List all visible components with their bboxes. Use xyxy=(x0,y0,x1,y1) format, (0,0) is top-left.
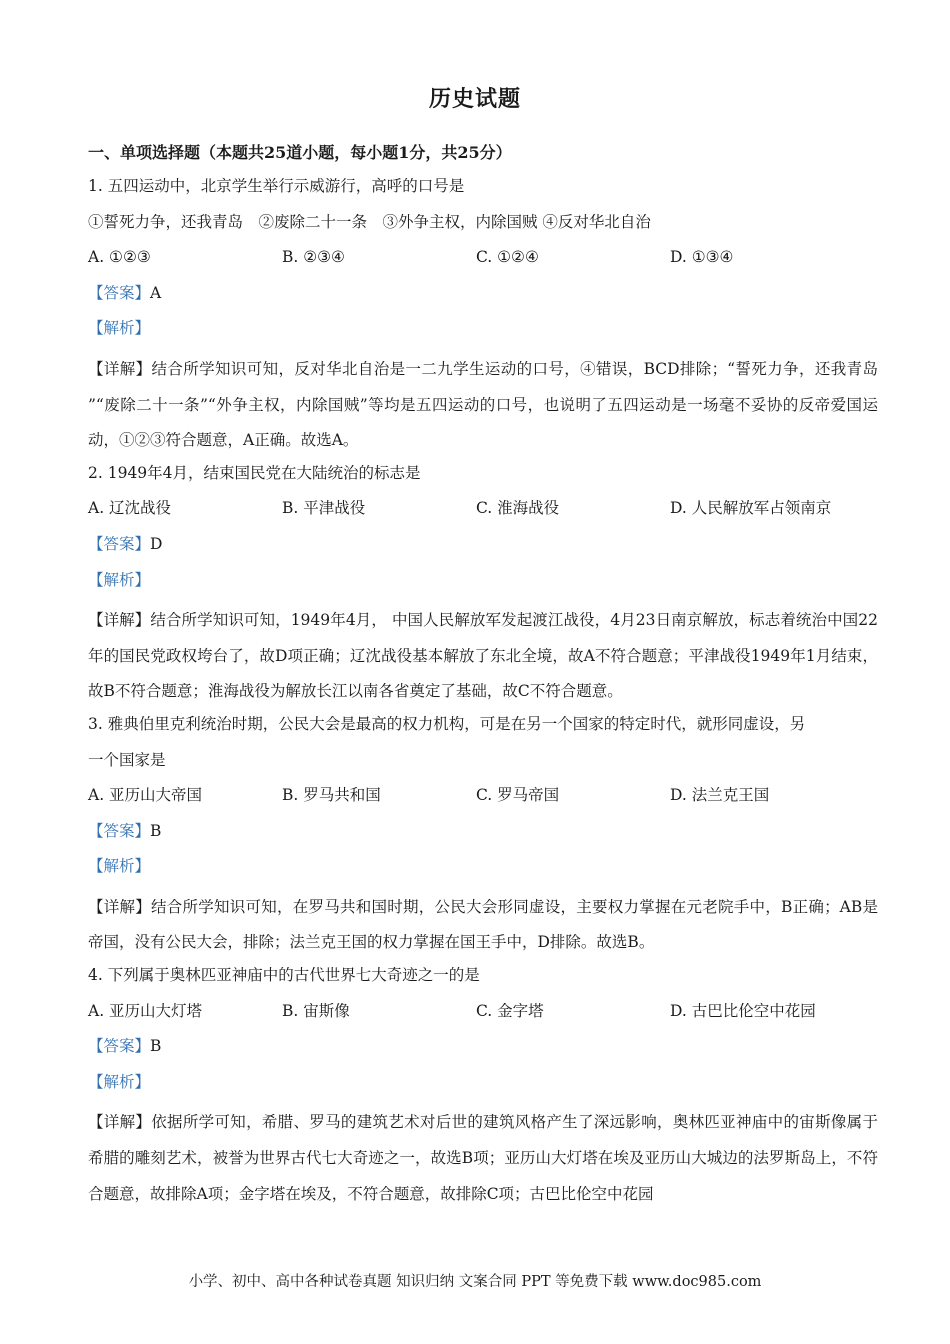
detail-paragraph xyxy=(88,603,878,710)
option-c: C. 罗马帝国 xyxy=(476,786,560,805)
detail-text: 结合所学知识可知，反对华北自治是一二九学生运动的口号，④错误，BCD排除；“誓死力争，还我青岛 ”“废除二十一条”“外争主权，内除国贼”等均是五四运动的口号，也说明了五四运动是一场毫不妥协的反帝爱国运动，①②③符合题意，A正确。故选A。 xyxy=(88,359,878,450)
question-stem: 一个国家是 xyxy=(88,750,166,769)
option-b: B. 罗马共和国 xyxy=(282,786,381,805)
option-d: D. 法兰克王国 xyxy=(670,786,770,805)
answer-value: A xyxy=(150,283,162,302)
answer-value: B xyxy=(150,1037,162,1056)
detail-text: 结合所学知识可知，1949年4月， 中国人民解放军发起渡江战役，4月23日南京解放，标志着统治中国22年的国民党政权垮台了，故D项正确；辽沈战役基本解放了东北全境，故A不符合题意；平津战役1949年1月结束，故B不符合题意；淮海战役为解放长江以南各省奠定了基础，故C不符合题意。 xyxy=(88,611,878,701)
detail-paragraph xyxy=(88,352,878,459)
option-b: B. ②③④ xyxy=(282,248,345,267)
footer-note: 小学、初中、高中各种试卷真题 知识归纳 文案合同 PPT 等免费下载 www.doc985.com xyxy=(188,1274,762,1290)
question-stem: 3. 雅典伯里克利统治时期，公民大会是最高的权力机构，可是在另一个国家的特定时代，就形同虚设，另 xyxy=(88,714,806,733)
question-stem: 2. 1949年4月，结束国民党在大陆统治的标志是 xyxy=(88,463,421,482)
option-a: A. 亚历山大帝国 xyxy=(88,786,203,805)
options-row xyxy=(88,783,878,819)
detail-label: 【详解】 xyxy=(88,611,151,630)
option-a: A. 亚历山大灯塔 xyxy=(88,1001,203,1020)
option-d: D. 古巴比伦空中花园 xyxy=(670,1001,816,1020)
question-list xyxy=(88,174,878,1214)
question-4 xyxy=(88,963,878,1212)
option-b: B. 平津战役 xyxy=(282,499,366,518)
option-a: A. ①②③ xyxy=(88,248,151,267)
question-stem: ①誓死力争，还我青岛 ②废除二十一条 ③外争主权，内除国贼 ④反对华北自治 xyxy=(88,212,651,231)
answer-label: 【答案】 xyxy=(88,1037,151,1056)
page-title: 历史试题 xyxy=(428,86,521,112)
option-d: D. ①③④ xyxy=(670,248,734,267)
option-b: B. 宙斯像 xyxy=(282,1001,350,1020)
detail-label: 【详解】 xyxy=(88,1113,152,1132)
question-3 xyxy=(88,712,878,961)
question-1 xyxy=(88,174,878,459)
analysis-label: 【解析】 xyxy=(88,857,151,876)
option-c: C. 淮海战役 xyxy=(476,499,560,518)
option-a: A. 辽沈战役 xyxy=(88,499,172,518)
answer-value: B xyxy=(150,821,162,840)
answer-line xyxy=(88,819,878,855)
detail-label: 【详解】 xyxy=(88,897,152,916)
option-c: C. 金字塔 xyxy=(476,1001,544,1020)
section-heading: 一、单项选择题（本题共25道小题，每小题1分，共25分） xyxy=(88,143,512,162)
answer-value: D xyxy=(150,534,163,553)
answer-label: 【答案】 xyxy=(88,821,151,840)
question-stem: 4. 下列属于奥林匹亚神庙中的古代世界七大奇迹之一的是 xyxy=(88,966,480,985)
options-row xyxy=(88,245,878,281)
answer-label: 【答案】 xyxy=(88,534,151,553)
detail-paragraph xyxy=(88,890,878,961)
analysis-label: 【解析】 xyxy=(88,319,151,338)
answer-line xyxy=(88,281,878,317)
detail-paragraph xyxy=(88,1105,878,1212)
options-row xyxy=(88,999,878,1035)
option-d: D. 人民解放军占领南京 xyxy=(670,499,832,518)
detail-label: 【详解】 xyxy=(88,359,152,378)
answer-line xyxy=(88,1034,878,1070)
option-c: C. ①②④ xyxy=(476,248,539,267)
question-2 xyxy=(88,461,878,710)
analysis-label: 【解析】 xyxy=(88,1072,151,1091)
detail-text: 依据所学可知，希腊、罗马的建筑艺术对后世的建筑风格产生了深远影响，奥林匹亚神庙中的宙斯像属于希腊的雕刻艺术，被誉为世界古代七大奇迹之一，故选B项；亚历山大灯塔在埃及亚历山大城边的法罗斯岛上，不符合题意，故排除A项；金字塔在埃及，不符合题意，故排除C项；古巴比伦空中花园 xyxy=(88,1113,878,1203)
analysis-label: 【解析】 xyxy=(88,570,151,589)
answer-label: 【答案】 xyxy=(88,283,151,302)
question-stem: 1. 五四运动中，北京学生举行示威游行，高呼的口号是 xyxy=(88,177,465,195)
options-row xyxy=(88,496,878,532)
detail-text: 结合所学知识可知，在罗马共和国时期，公民大会形同虚设，主要权力掌握在元老院手中，B正确；AB是帝国，没有公民大会，排除；法兰克王国的权力掌握在国王手中，D排除。故选B。 xyxy=(88,897,878,952)
answer-line xyxy=(88,532,878,568)
